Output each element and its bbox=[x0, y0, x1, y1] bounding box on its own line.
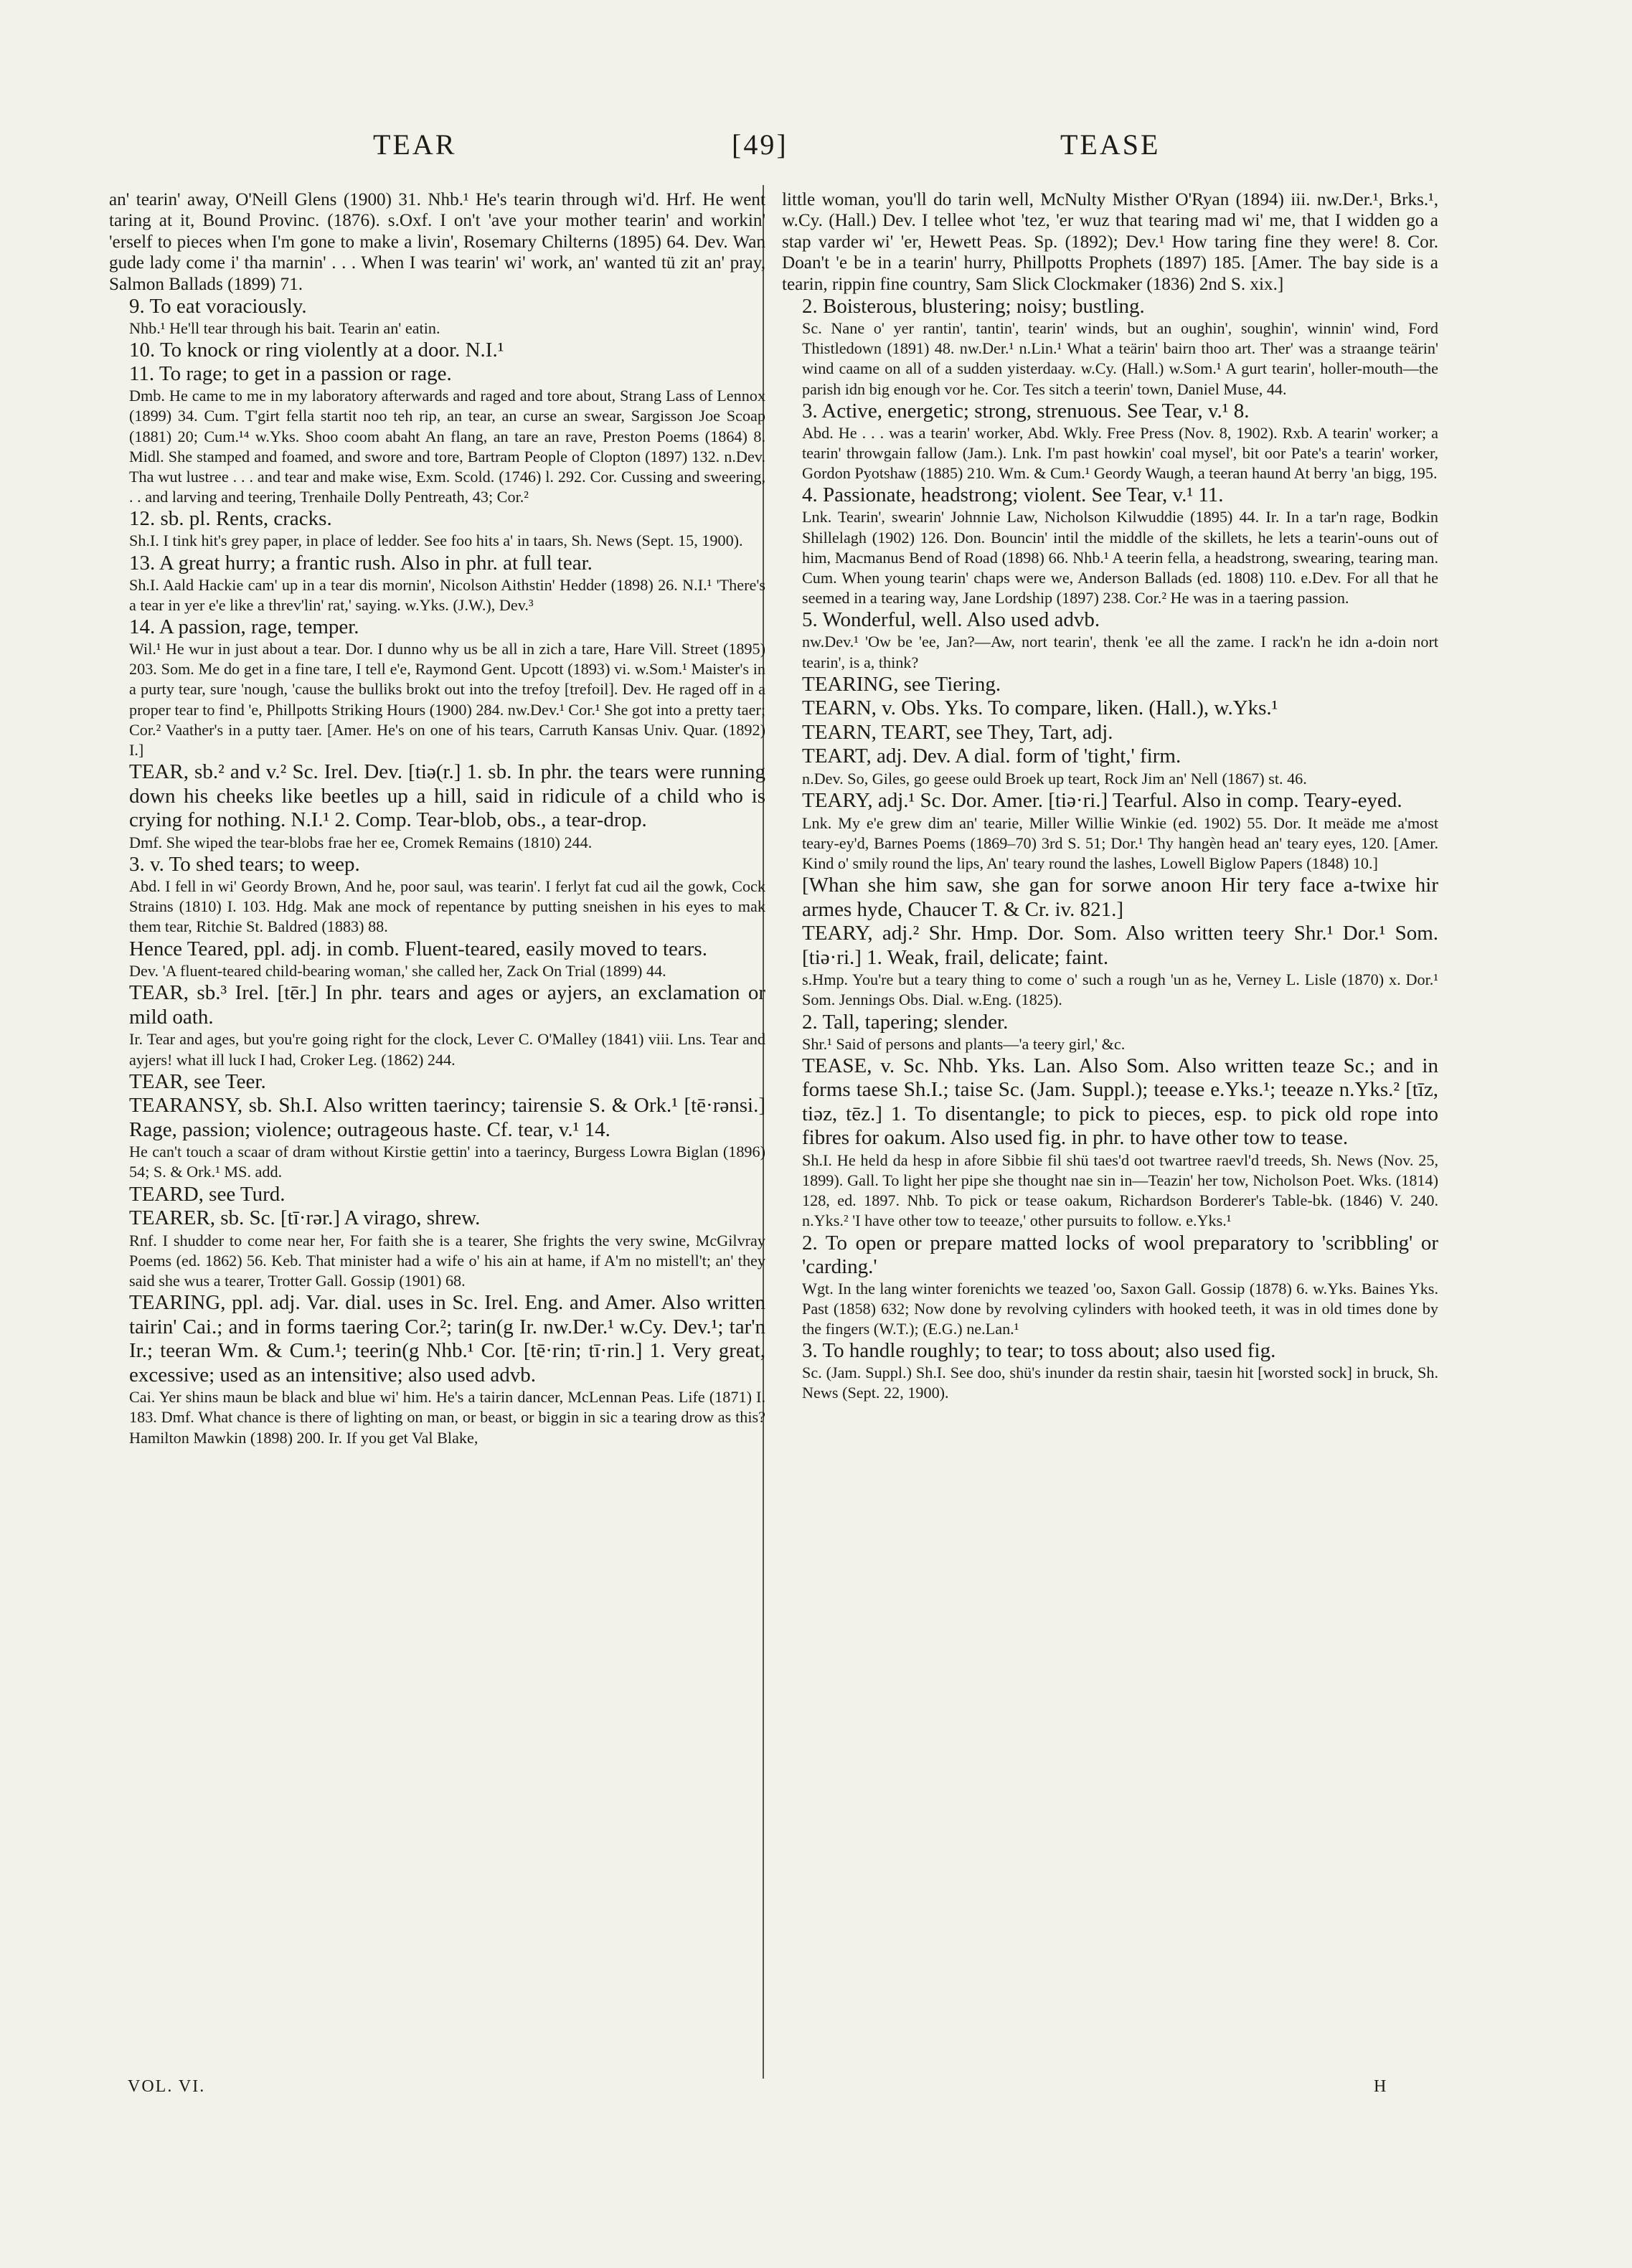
citation-block: Sh.I. Aald Hackie cam' up in a tear dis mornin', Nicolson Aithstin' Hedder (1898) 26. N.I.¹ 'There's a tear in yer e'e like a threv'lin' rat,' saying. w.Yks. (J.W.), Dev.³ bbox=[129, 575, 765, 614]
volume-signature: VOL. VI. bbox=[128, 2077, 206, 2096]
citation-block: n.Dev. So, Giles, go geese ould Broek up teart, Rock Jim an' Nell (1867) st. 46. bbox=[802, 769, 1307, 788]
dictionary-entry: TEARD, see Turd. bbox=[129, 1182, 286, 1206]
citation-block: Wil.¹ He wur in just about a tear. Dor. I dunno why us be all in zich a tare, Hare Vill. Street (1895) 203. Som. Me do get in a fine tare, I tell e'e, Raymond Gent. Upcott (1893) vi. w.Som.¹ Maister's in a purty tear, sure 'nough, 'cause the bulliks brokt out into the trefoy [trefoil]. Dev. He raged off in a proper tear to find 'e, Phillpotts Striking Hours (1900) 284. nw.Dev.¹ Cor.¹ She got into a pretty taer; Cor.² Vaather's in a putty taer. [Amer. He's on one of his tears, Carruth Kansas Univ. Quar. (1892) I.] bbox=[129, 640, 765, 760]
citation-block: Sh.I. I tink hit's grey paper, in place of ledder. See foo hits a' in taars, Sh. News (Sept. 15, 1900). bbox=[129, 531, 743, 550]
citation-block: nw.Dev.¹ 'Ow be 'ee, Jan?—Aw, nort tearin', thenk 'ee all the zame. I rack'n he idn a-doin nort tearin', is a, think? bbox=[802, 633, 1438, 671]
dictionary-entry: TEARN, v. Obs. Yks. To compare, liken. (Hall.), w.Yks.¹ bbox=[802, 696, 1278, 720]
sense-definition: 2. Tall, tapering; slender. bbox=[802, 1010, 1009, 1034]
sense-definition: 12. sb. pl. Rents, cracks. bbox=[129, 507, 332, 531]
citation-block: Abd. I fell in wi' Geordy Brown, And he, poor saul, was tearin'. I ferlyt fat cud ail the gowk, Cock Strains (1810) I. 103. Hdg. Mak ane mock of repentance by putting sneishen in his eyes to mak them tear, Ritchie St. Baldred (1883) 88. bbox=[129, 877, 765, 936]
sense-definition: 4. Passionate, headstrong; violent. See Tear, v.¹ 11. bbox=[802, 483, 1224, 507]
page-number: [49] bbox=[732, 128, 788, 161]
continued-paragraph: little woman, you'll do tarin well, McNulty Misther O'Ryan (1894) iii. nw.Der.¹, Brks.¹, w.Cy. (Hall.) Dev. I tellee whot 'tez, 'er wuz that tearing mad wi' me, that I widden go a stap varder wi' 'er, Hewett Peas. Sp. (1892); Dev.¹ How taring fine they were! 8. Cor. Doan't 'e be in a tearin' hurry, Phillpotts Prophets (1897) 185. [Amer. The bay side is a tearin, rippin fine country, Sam Slick Clockmaker (1836) 2nd S. xix.] bbox=[782, 190, 1438, 294]
citation-block: Dmf. She wiped the tear-blobs frae her ee, Cromek Remains (1810) 244. bbox=[129, 833, 593, 851]
sense-definition: 3. Active, energetic; strong, strenuous. See Tear, v.¹ 8. bbox=[802, 399, 1250, 422]
dictionary-entry: TEARANSY, sb. Sh.I. Also written taerincy; tairensie S. & Ork.¹ [tē·rənsi.] Rage, passion; violence; outrageous haste. Cf. tear, v.¹ 14. bbox=[129, 1094, 765, 1141]
dictionary-entry: TEASE, v. Sc. Nhb. Yks. Lan. Also Som. Also written teaze Sc.; and in forms taese Sh.I.; taise Sc. (Jam. Suppl.); teease e.Yks.¹; teeaze n.Yks.² [tīz, tiəz, tēz.] 1. To disentangle; to pick to pieces, esp. to pick old rope into fibres for oakum. Also used fig. in phr. to have other tow to tease. bbox=[802, 1054, 1438, 1150]
right-column bbox=[782, 189, 1438, 1404]
dictionary-entry: TEAR, see Teer. bbox=[129, 1069, 266, 1093]
sense-definition: 3. v. To shed tears; to weep. bbox=[129, 852, 360, 876]
gathering-mark: H bbox=[1374, 2077, 1387, 2096]
sense-definition: 2. To open or prepare matted locks of wool preparatory to 'scribbling' or 'carding.' bbox=[802, 1231, 1438, 1278]
sense-definition: 5. Wonderful, well. Also used advb. bbox=[802, 608, 1100, 632]
continued-paragraph: an' tearin' away, O'Neill Glens (1900) 31. Nhb.¹ He's tearin through wi'd. Hrf. He went taring at it, Bound Provinc. (1876). s.Oxf. I on't 'ave your mother tearin' and workin' 'erself to pieces when I'm gone to make a livin', Rosemary Chilterns (1895) 64. Dev. Wan gude lady come i' tha marnin' . . . When I was tearin' wi' work, an' wanted tü zit an' pray, Salmon Ballads (1899) 71. bbox=[109, 190, 765, 294]
citation-block: He can't touch a scaar of dram without Kirstie gettin' into a taerincy, Burgess Lowra Biglan (1896) 54; S. & Ork.¹ MS. add. bbox=[129, 1143, 765, 1181]
citation-block: Dev. 'A fluent-teared child-bearing woman,' she called her, Zack On Trial (1899) 44. bbox=[129, 962, 666, 981]
headword-left: TEAR bbox=[373, 128, 457, 161]
sense-definition: 3. To handle roughly; to tear; to toss about; also used fig. bbox=[802, 1339, 1276, 1363]
sense-definition: 2. Boisterous, blustering; noisy; bustling. bbox=[802, 295, 1145, 318]
dictionary-entry: TEAR, sb.² and v.² Sc. Irel. Dev. [tiə(r.] 1. sb. In phr. the tears were running down his cheeks like beetles up a hill, said in ridicule of a child who is crying for nothing. N.I.¹ 2. Comp. Tear-blob, obs., a tear-drop. bbox=[129, 760, 765, 832]
sense-definition: 13. A great hurry; a frantic rush. Also in phr. at full tear. bbox=[129, 551, 593, 575]
citation-block: Cai. Yer shins maun be black and blue wi' him. He's a tairin dancer, McLennan Peas. Life (1871) I. 183. Dmf. What chance is there of lighting on man, or beast, or biggin in sic a tearing drow as this? Hamilton Mawkin (1898) 200. Ir. If you get Val Blake, bbox=[129, 1388, 765, 1447]
citation-block: Shr.¹ Said of persons and plants—'a teery girl,' &c. bbox=[802, 1034, 1126, 1053]
dictionary-entry: TEARER, sb. Sc. [tī·rər.] A virago, shrew. bbox=[129, 1206, 481, 1230]
citation-block: s.Hmp. You're but a teary thing to come o' such a rough 'un as he, Verney L. Lisle (1870) x. Dor.¹ Som. Jennings Obs. Dial. w.Eng. (1825). bbox=[802, 970, 1438, 1009]
citation-block: Nhb.¹ He'll tear through his bait. Tearin an' eatin. bbox=[129, 319, 440, 338]
citation-block: Sc. (Jam. Suppl.) Sh.I. See doo, shü's inunder da restin shair, taesin hit [worsted sock] in bruck, Sh. News (Sept. 22, 1900). bbox=[802, 1364, 1438, 1402]
headword-right: TEASE bbox=[1060, 128, 1161, 161]
sense-definition: 10. To knock or ring violently at a door. N.I.¹ bbox=[129, 339, 504, 362]
left-column bbox=[109, 189, 765, 1448]
citation-block: Abd. He . . . was a tearin' worker, Abd. Wkly. Free Press (Nov. 8, 1902). Rxb. A tearin' worker; a tearin' throwgain fallow (Jam.). Lnk. I'm past howkin' coal mysel', bit oor Pate's a tearin' worker, Gordon Pyotshaw (1885) 210. Wm. & Cum.¹ Geordy Waugh, a teeran haund At berry 'an bigg, 195. bbox=[802, 423, 1438, 483]
sense-definition: 11. To rage; to get in a passion or rage. bbox=[129, 362, 452, 386]
citation-block: Lnk. Tearin', swearin' Johnnie Law, Nicholson Kilwuddie (1895) 44. Ir. In a tar'n rage, Bodkin Shillelagh (1902) 126. Don. Bouncin' intil the middle of the skillets, he lets a tearin'-ouns out of him, Macmanus Bend of Road (1898) 66. Nhb.¹ A teerin fella, a headstrong, swearing, tearing man. Cum. When young tearin' chaps were we, Anderson Ballads (ed. 1808) 110. e.Dev. For all that he seemed in a tearing way, Jane Lordship (1897) 238. Cor.² He was in a taering passion. bbox=[802, 508, 1438, 608]
dictionary-entry: TEARY, adj.¹ Sc. Dor. Amer. [tiə·ri.] Tearful. Also in comp. Teary-eyed. bbox=[802, 789, 1402, 813]
citation-block: Rnf. I shudder to come near her, For faith she is a tearer, She frights the very swine, McGilvray Poems (ed. 1862) 56. Keb. That minister had a wife o' his ain at hame, if A'm no mistell't; an' they said she wus a tearer, Trotter Gall. Gossip (1901) 68. bbox=[129, 1231, 765, 1290]
citation-block: Wgt. In the lang winter forenichts we teazed 'oo, Saxon Gall. Gossip (1878) 6. w.Yks. Baines Yks. Past (1858) 632; Now done by revolving cylinders with hooked teeth, it was in old times done by the fingers (W.T.); (E.G.) ne.Lan.¹ bbox=[802, 1279, 1438, 1338]
dictionary-entry: TEAR, sb.³ Irel. [tēr.] In phr. tears and ages or ayjers, an exclamation or mild oath. bbox=[129, 981, 765, 1029]
dictionary-entry: [Whan she him saw, she gan for sorwe anoon Hir tery face a-twixe hir armes hyde, Chaucer T. & Cr. iv. 821.] bbox=[802, 874, 1438, 921]
dictionary-entry: TEARN, TEART, see They, Tart, adj. bbox=[802, 720, 1113, 744]
sense-definition: 14. A passion, rage, temper. bbox=[129, 615, 359, 639]
citation-block: Sh.I. He held da hesp in afore Sibbie fil shü taes'd oot twartree raevl'd treeds, Sh. News (Nov. 25, 1899). Gall. To light her pipe she thought nae sin in—Teazin' her tow, Nicholson Poet. Wks. (1814) 128, ed. 1897. Nhb. To pick or tease oakum, Richardson Borderer's Table-bk. (1846) V. 240. n.Yks.² 'I have other tow to teeaze,' other pursuits to follow. e.Yks.¹ bbox=[802, 1150, 1438, 1230]
citation-block: Sc. Nane o' yer rantin', tantin', tearin' winds, but an oughin', soughin', winnin' wind, Ford Thistledown (1891) 48. nw.Der.¹ n.Lin.¹ What a teärin' bairn thoo art. Ther' was a straange teärin' wind caame on all of a sudden yisterdaay. w.Cy. (Hall.) w.Som.¹ A gurt tearin', holler-mouth—the parish idn big enough vor he. Cor. Tes sitch a teerin' town, Daniel Muse, 44. bbox=[802, 319, 1438, 398]
citation-block: Lnk. My e'e grew dim an' tearie, Miller Willie Winkie (ed. 1902) 55. Dor. It meäde me a'most teary-ey'd, Barnes Poems (1869–70) 3rd S. 51; Dor.¹ Thy hangèn head an' teary eyes, 120. [Amer. Kind o' smily round the lips, An' teary round the lashes, Lowell Biglow Papers (1848) 10.] bbox=[802, 813, 1438, 872]
dictionary-entry: TEARING, see Tiering. bbox=[802, 672, 1001, 696]
dictionary-entry: Hence Teared, ppl. adj. in comb. Fluent-teared, easily moved to tears. bbox=[129, 937, 707, 960]
citation-block: Dmb. He came to me in my laboratory afterwards and raged and tore about, Strang Lass of Lennox (1899) 34. Cum. T'girt fella startit noo teh rip, an tear, an curse an swear, Sargisson Joe Scoap (1881) 20; Cum.¹⁴ w.Yks. Shoo coom abaht An flang, an tare an rave, Preston Poems (1864) 8. Midl. She stamped and foamed, and swore and tore, Bartram People of Clopton (1897) 132. n.Dev. Tha wut lustree . . . and tear and make wise, Exm. Scold. (1746) l. 292. Cor. Cussing and sweering, . . and larving and teering, Trenhaile Dolly Pentreath, 43; Cor.² bbox=[129, 387, 765, 506]
sense-definition: 9. To eat voraciously. bbox=[129, 295, 307, 318]
dictionary-entry: TEARY, adj.² Shr. Hmp. Dor. Som. Also written teery Shr.¹ Dor.¹ Som. [tiə·ri.] 1. Weak, frail, delicate; faint. bbox=[802, 922, 1438, 969]
dictionary-entry: TEARING, ppl. adj. Var. dial. uses in Sc. Irel. Eng. and Amer. Also written tairin' Cai.; and in forms taering Cor.²; tarin(g Ir. nw.Der.¹ w.Cy. Dev.¹; tar'n Ir.; teeran Wm. & Cum.¹; teerin(g Nhb.¹ Cor. [tē·rin; tī·rin.] 1. Very great, excessive; used as an intensitive; also used advb. bbox=[129, 1291, 765, 1386]
dictionary-entry: TEART, adj. Dev. A dial. form of 'tight,' firm. bbox=[802, 745, 1181, 768]
running-head bbox=[0, 128, 1632, 171]
citation-block: Ir. Tear and ages, but you're going right for the clock, Lever C. O'Malley (1841) viii. Lns. Tear and ayjers! what ill luck I had, Croker Leg. (1862) 244. bbox=[129, 1030, 765, 1069]
